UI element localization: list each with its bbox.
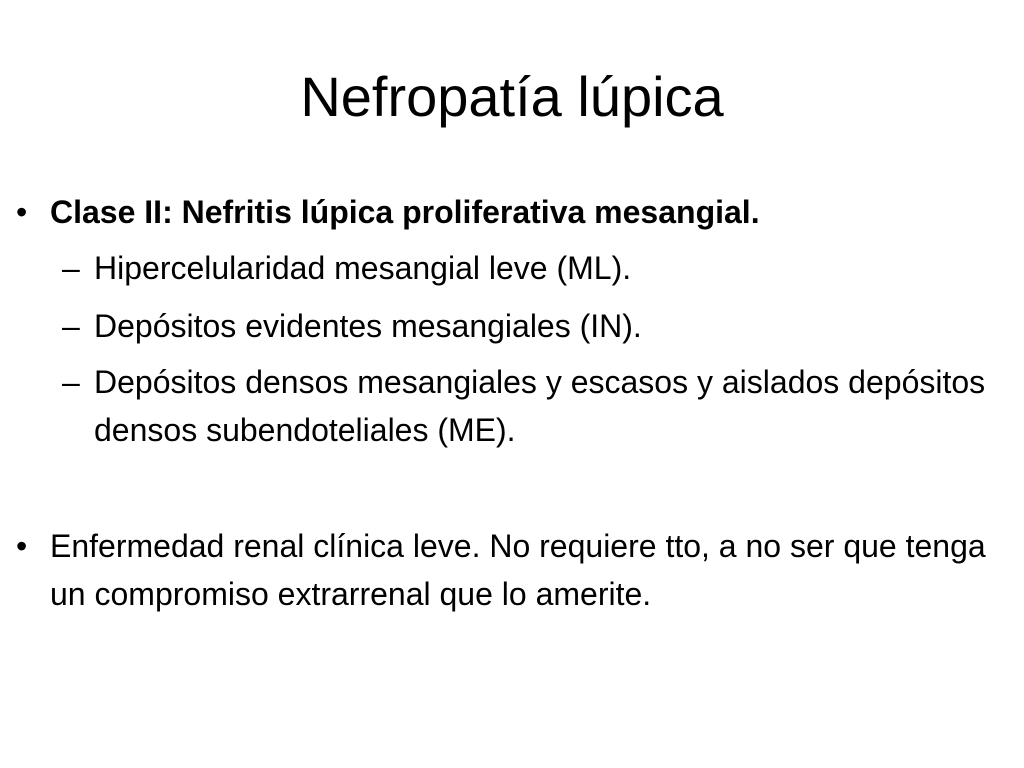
sub-bullet-item	[62, 302, 992, 350]
slide-title: Nefropatía lúpica	[300, 65, 724, 128]
sub-bullet-item	[62, 244, 992, 292]
bullet-marker: •	[16, 194, 28, 230]
sub-bullet-text: Hipercelularidad mesangial leve (ML).	[94, 250, 632, 286]
dash-marker: –	[62, 364, 80, 400]
bullet-text: Clase II: Nefritis lúpica proliferativa mesangial.	[50, 194, 760, 230]
sub-bullet-item	[62, 358, 992, 454]
bullet-text: Enfermedad renal clínica leve. No requiere tto, a no ser que tenga un compromiso extrarrenal que lo amerite.	[50, 528, 986, 612]
sub-bullet-text: Depósitos densos mesangiales y escasos y aislados depósitos densos subendoteliales (ME).	[94, 364, 986, 448]
dash-marker: –	[62, 308, 80, 344]
bullet-item	[16, 522, 1006, 618]
sub-bullet-text: Depósitos evidentes mesangiales (IN).	[94, 308, 642, 344]
dash-marker: –	[62, 250, 80, 286]
bullet-item	[16, 188, 1006, 236]
bullet-marker: •	[16, 528, 28, 564]
